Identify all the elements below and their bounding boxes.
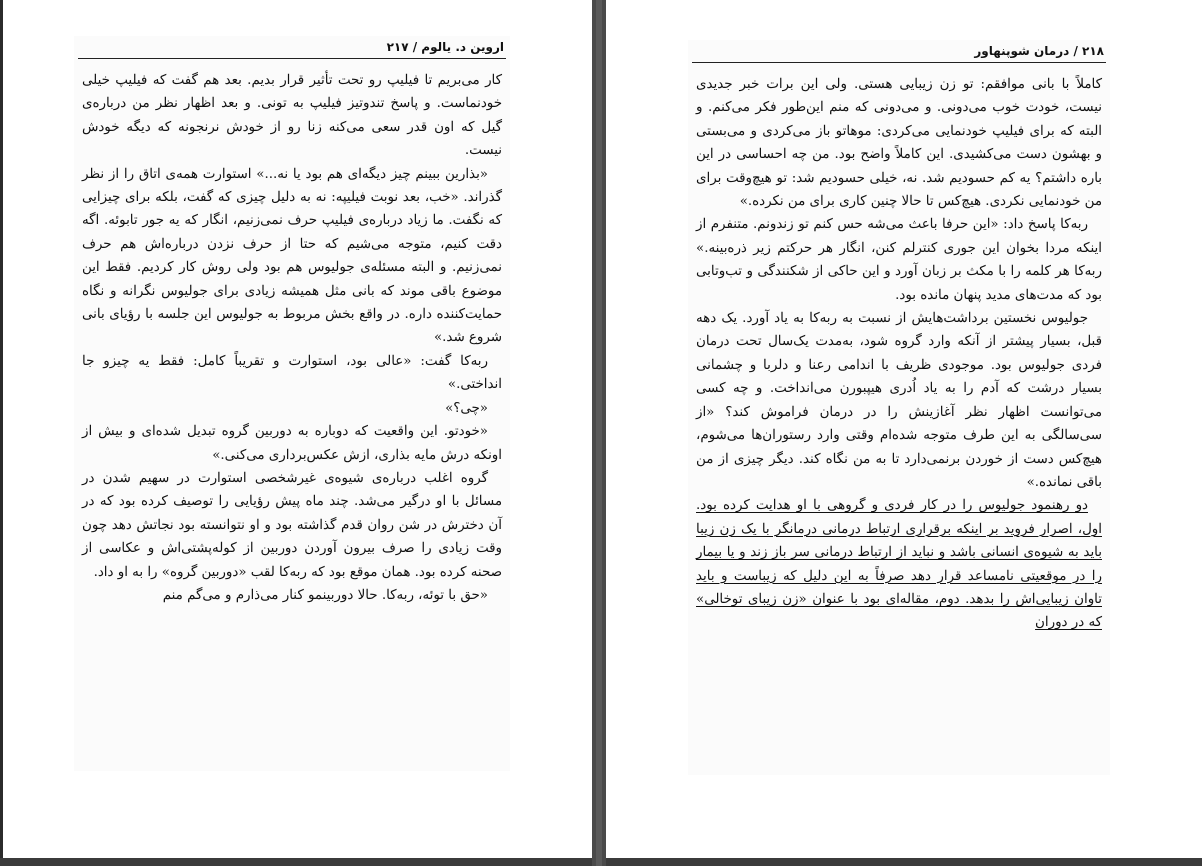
paragraph: ربه‌کا گفت: «عالی بود، استوارت و تقریباً کامل: فقط یه چیزو جا انداختی.» bbox=[82, 353, 502, 393]
paragraph: کاملاً با بانی موافقم: تو زن زیبایی هستی. ولی این برات خبر جدیدی نیست، خودت خوب می‌دونی. و می‌دونی که منم این‌طور فکر می‌کنم. و البته که برای فیلیپ خودنمایی می‌کردی: موهاتو باز می‌کردی و می‌بستی و بهشون دست می‌کشیدی. این کاملاً واضح بود. من چه احساسی در این باره داشتم؟ یه کم حسودیم شد. نه، خیلی حسودیم شد: تو هیچ‌وقت برای من خودنمایی نکردی. هیچ‌کس تا حالا چنین کاری برای من نکرده.» bbox=[696, 77, 1102, 210]
viewer-left-edge bbox=[0, 0, 3, 866]
paragraph: «چی؟» bbox=[445, 400, 488, 416]
right-header-rule bbox=[692, 62, 1106, 63]
right-page bbox=[688, 40, 1110, 775]
left-header-rule bbox=[78, 58, 506, 59]
paragraph: «حق با توئه، ربه‌کا. حالا دوربینمو کنار می‌ذارم و می‌گم منم bbox=[162, 587, 488, 603]
left-page-body bbox=[74, 69, 510, 607]
left-page bbox=[74, 36, 510, 771]
paragraph-underlined: دو رهنمود جولیوس را در کار فردی و گروهی با او هدایت کرده بود. اول، اصرار فروید بر اینکه برقراری ارتباط درمانی درمانگر با یک زن زیبا باید به شیوه‌ی انسانی باشد و نباید از ارتباط درمانی سر باز زند و یا بیمار را در موقعیتی نامساعد قرار دهد صرفاً به این دلیل که زیباست و باید تاوان زیبایی‌اش را بدهد. دوم، مقاله‌ای بود با عنوان «زن زیبای توخالی» که در دوران bbox=[696, 498, 1102, 631]
paragraph: کار می‌بریم تا فیلیپ رو تحت تأثیر قرار بدیم. بعد هم گفت که فیلیپ خیلی خودنماست. و پاسخ تندوتیز فیلیپ به تونی. و بعد اظهار نظر من درباره‌ی گیل که اون قدر سعی می‌کنه زنا رو از خودش نرنجونه که دیگه خودش نیست. bbox=[82, 73, 502, 159]
paragraph: ربه‌کا پاسخ داد: «این حرفا باعث می‌شه حس کنم تو زندونم. متنفرم از اینکه مردا بخوان این جوری کنترلم کنن، انگار هر حرکتم زیر ذره‌بینه.» ربه‌کا هر کلمه را با مکث بر زبان آورد و این حاکی از شکنندگی و تب‌وتابی بود که مدت‌های مدید پنهان مانده بود. bbox=[696, 217, 1102, 303]
paragraph: «خودتو. این واقعیت که دوباره به دوربین گروه تبدیل شده‌ای و بیش از اونکه درش مایه بذاری، ازش عکس‌برداری می‌کنی.» bbox=[82, 424, 502, 463]
left-page-header: اروین د. یالوم / ۲۱۷ bbox=[386, 40, 504, 54]
right-page-body bbox=[688, 73, 1110, 635]
paragraph: جولیوس نخستین برداشت‌هایش از نسبت به ربه‌کا به یاد آورد. یک دهه قبل، بسیار پیشتر از آنکه وارد گروه شود، به‌مدت یک‌سال تحت درمان فردی جولیوس بود. موجودی ظریف با اندامی رعنا و دلربا و چشمانی بسیار درشت که آدم را به یاد اُدری هیپبورن می‌انداخت. و چه کسی می‌توانست اظهار نظر آغازینش را در درمان فراموش کند؟ «از سی‌سالگی به این طرف متوجه شده‌ام وقتی وارد رستوران‌ها می‌شوم، هیچ‌کس دست از خوردن برنمی‌دارد تا به من نگاه کند. دیگر چیزی از من باقی نمانده.» bbox=[696, 311, 1102, 490]
paragraph: گروه اغلب درباره‌ی شیوه‌ی غیرشخصی استوارت در سهیم شدن در مسائل با او درگیر می‌شد. چند ماه پیش رؤیایی را توصیف کرده بود که در آن دخترش در شن روان قدم گذاشته بود و او نتوانسته بود نجاتش دهد چون وقت زیادی را صرف بیرون آوردن دوربین از کوله‌پشتی‌اش و عکاسی از صحنه کرده بود. همان موقع بود که ربه‌کا لقب «دوربین گروه» را به او داد. bbox=[82, 470, 502, 580]
paragraph: «بذارین ببینم چیز دیگه‌ای هم بود یا نه...» استوارت همه‌ی اتاق را از نظر گذراند. «خب، بعد نوبت فیلیپه: نه به دلیل چیزی که گفت، بلکه برای چیزایی که نگفت. ما زیاد درباره‌ی فیلیپ حرف نمی‌زنیم، انگار که یه جور تابوئه. اگه دقت کنیم، متوجه می‌شیم که حتا از حرف نزدن درباره‌اش هم حرف نمی‌زنیم. و البته مسئله‌ی جولیوس هم بود ولی روش کار کردیم. فقط این موضوع باقی موند که بانی مثل همیشه زیادی برای جولیوس نگرانه و نگاه حمایت‌کننده داره. در واقع بخش مربوط به جولیوس این جلسه با رؤیای بانی شروع شد.» bbox=[82, 166, 502, 346]
right-page-header: ۲۱۸ / درمان شوپنهاور bbox=[974, 44, 1104, 58]
page-gutter-inner bbox=[596, 0, 602, 866]
